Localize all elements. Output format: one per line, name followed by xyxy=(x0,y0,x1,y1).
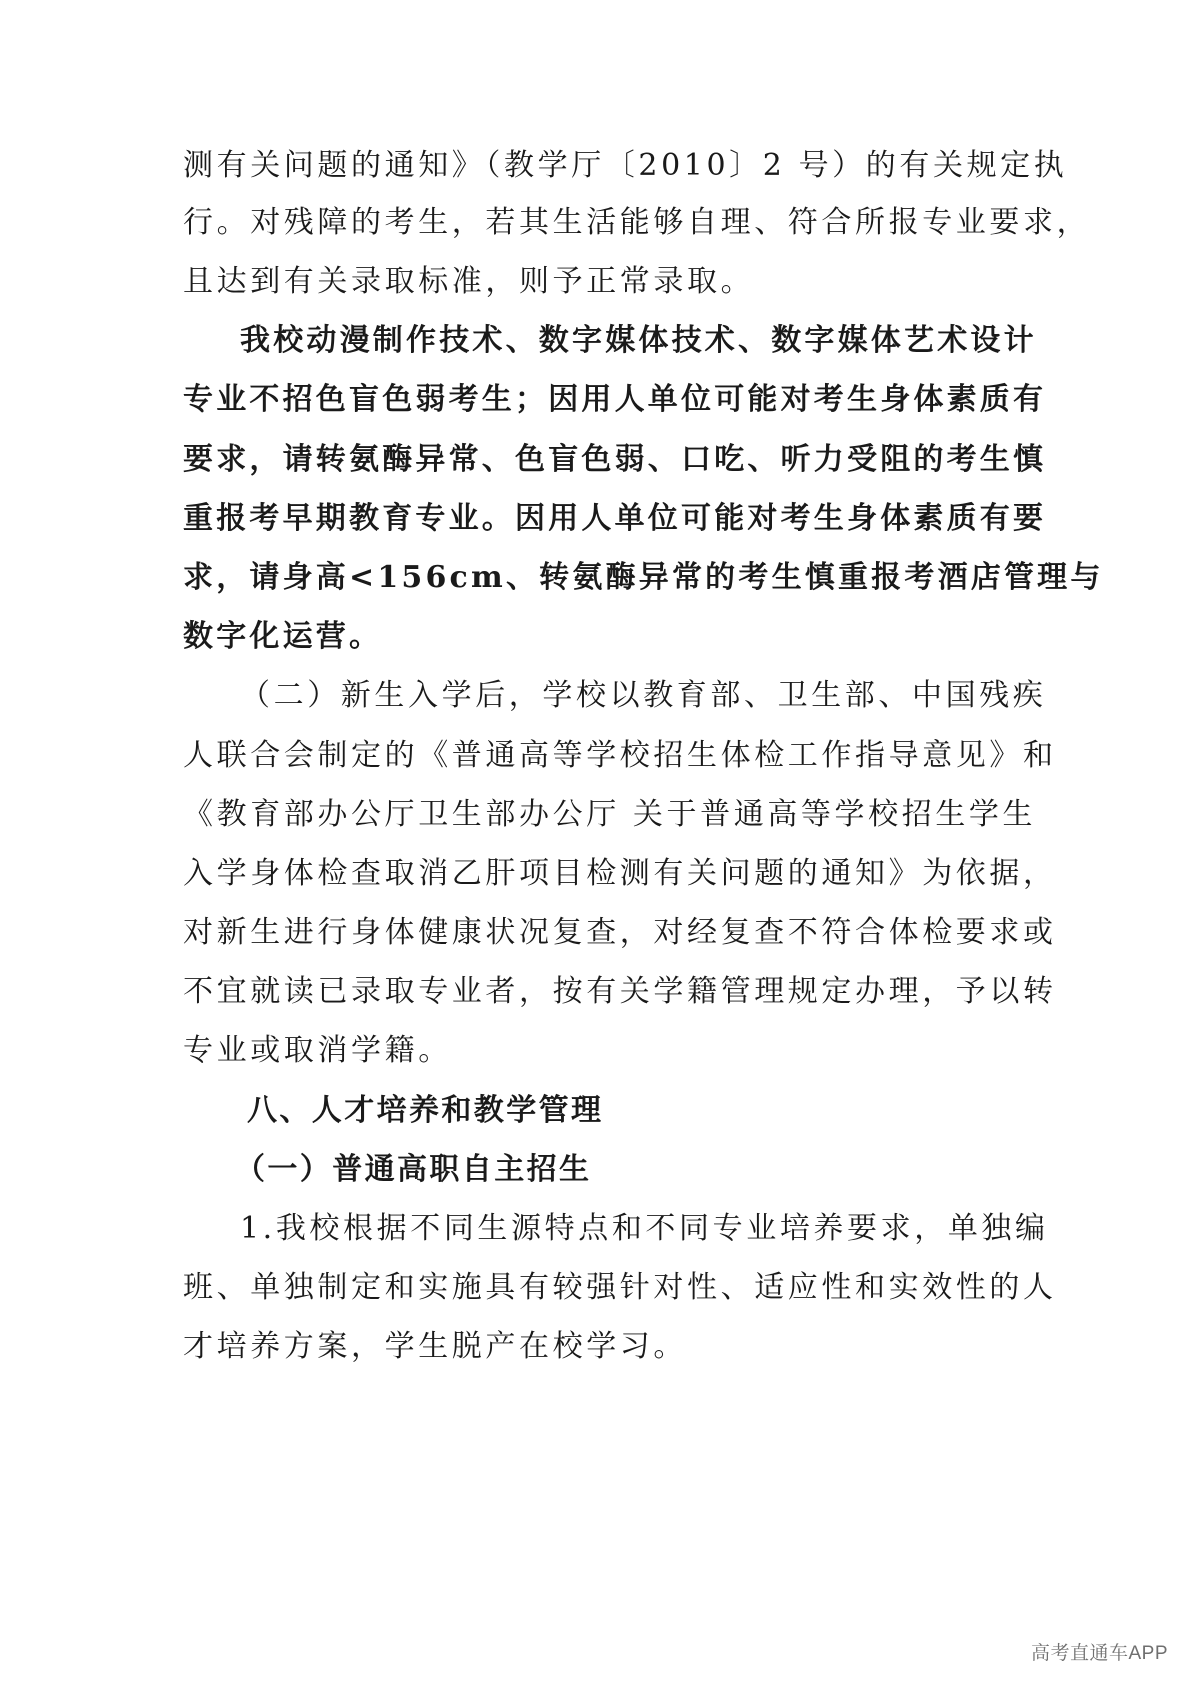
paragraph-line: 对新生进行身体健康状况复查，对经复查不符合体检要求或 xyxy=(183,915,1057,950)
bold-paragraph-line: 专业不招色盲色弱考生；因用人单位可能对考生身体素质有 xyxy=(183,382,1047,417)
bold-paragraph-line: 我校动漫制作技术、数字媒体技术、数字媒体艺术设计 xyxy=(240,323,1037,358)
bold-paragraph-line: 数字化运营。 xyxy=(183,619,383,654)
paragraph-line: 测有关问题的通知》（教学厅〔2010〕2 号）的有关规定执 xyxy=(183,148,1068,183)
paragraph-line: 且达到有关录取标准，则予正常录取。 xyxy=(183,264,755,299)
paragraph-line: 人联合会制定的《普通高等学校招生体检工作指导意见》和 xyxy=(183,738,1057,773)
paragraph-line: 《教育部办公厅卫生部办公厅 关于普通高等学校招生学生 xyxy=(183,797,1037,832)
paragraph-line: 1.我校根据不同生源特点和不同专业培养要求，单独编 xyxy=(240,1211,1049,1246)
paragraph-line: 入学身体检查取消乙肝项目检测有关问题的通知》为依据， xyxy=(183,856,1057,891)
section-heading: 八、人才培养和教学管理 xyxy=(247,1093,604,1128)
paragraph-line: 班、单独制定和实施具有较强针对性、适应性和实效性的人 xyxy=(183,1270,1057,1305)
paragraph-line: 不宜就读已录取专业者，按有关学籍管理规定办理，予以转 xyxy=(183,974,1057,1009)
paragraph-line: 才培养方案，学生脱产在校学习。 xyxy=(183,1329,687,1364)
watermark-text: 高考直通车APP xyxy=(1030,1643,1168,1664)
paragraph-line: 专业或取消学籍。 xyxy=(183,1033,452,1068)
bold-paragraph-line: 重报考早期教育专业。因用人单位可能对考生身体素质有要 xyxy=(183,501,1047,536)
subsection-heading: （一）普通高职自主招生 xyxy=(235,1152,592,1187)
paragraph-line: 行。对残障的考生，若其生活能够自理、符合所报专业要求， xyxy=(183,205,1091,240)
bold-paragraph-line: 要求，请转氨酶异常、色盲色弱、口吃、听力受阻的考生慎 xyxy=(183,442,1047,477)
bold-paragraph-line: 求，请身高<156cm、转氨酶异常的考生慎重报考酒店管理与 xyxy=(183,560,1104,595)
paragraph-line: （二）新生入学后，学校以教育部、卫生部、中国残疾 xyxy=(240,678,1047,713)
